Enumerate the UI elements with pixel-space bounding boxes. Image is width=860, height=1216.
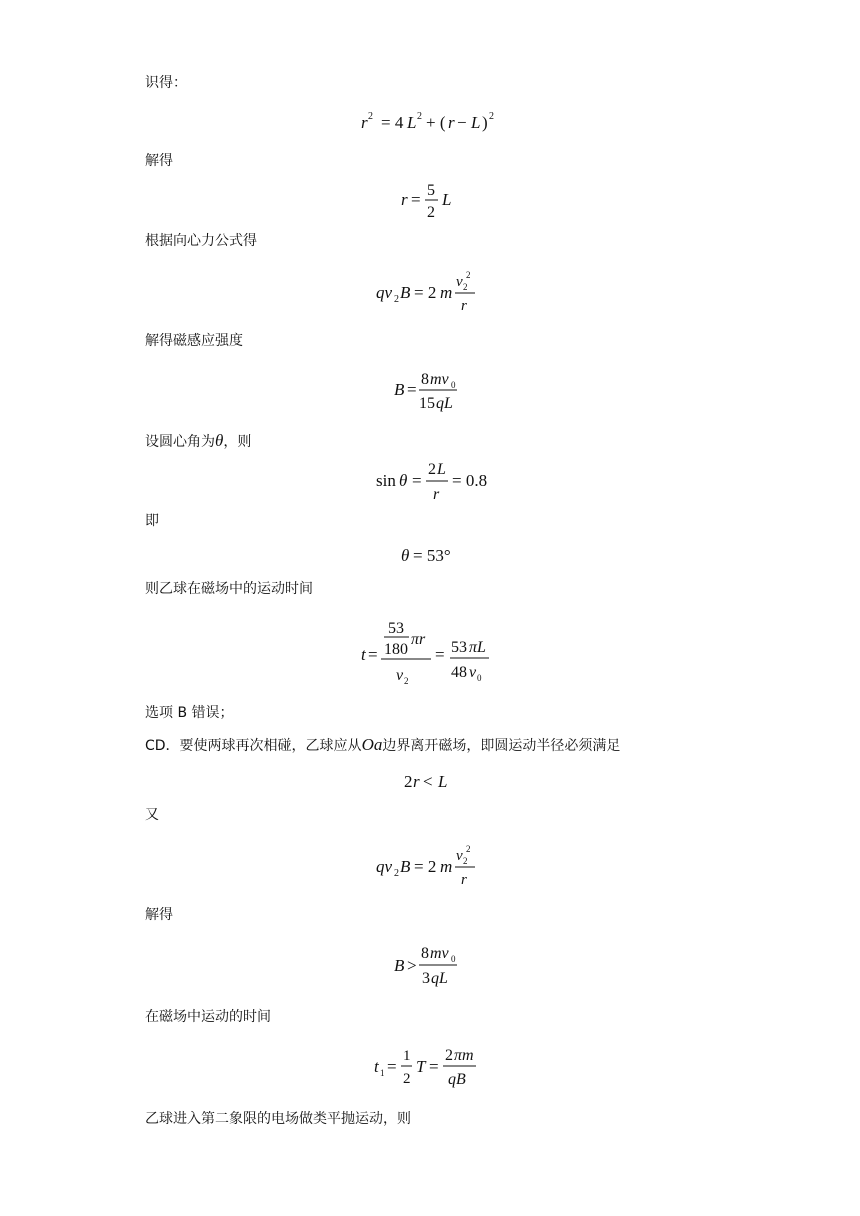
equation-b-value bbox=[0, 366, 860, 420]
text-line: CD．要使两球再次相碰，乙球应从Oa边界离开磁场，即圆运动半径必须满足 bbox=[145, 735, 621, 754]
svg-text:θ: θ bbox=[399, 471, 408, 490]
svg-text:): ) bbox=[482, 113, 488, 132]
equation-inequality-r bbox=[0, 768, 860, 798]
svg-text:T: T bbox=[416, 1057, 426, 1076]
svg-text:=: = bbox=[429, 1057, 439, 1076]
svg-text:1: 1 bbox=[380, 1068, 385, 1078]
svg-text:qL: qL bbox=[431, 970, 448, 987]
svg-text:qv: qv bbox=[376, 857, 393, 876]
svg-text:2: 2 bbox=[404, 772, 413, 791]
svg-text:B: B bbox=[400, 857, 411, 876]
equation-time bbox=[0, 614, 860, 692]
svg-text:2: 2 bbox=[368, 111, 373, 122]
svg-text:180: 180 bbox=[384, 641, 408, 658]
text-line: 选项 B 错误； bbox=[145, 705, 234, 721]
svg-text:B: B bbox=[394, 380, 405, 399]
svg-text:L: L bbox=[471, 113, 481, 132]
equation-centripetal bbox=[0, 266, 860, 320]
svg-text:2: 2 bbox=[466, 844, 471, 854]
text-line: 乙球进入第二象限的电场做类平抛运动，则 bbox=[145, 1111, 411, 1127]
svg-text:= 4: = 4 bbox=[381, 113, 404, 132]
text-line: 又 bbox=[145, 807, 159, 823]
svg-text:= 2: = 2 bbox=[414, 857, 437, 876]
svg-text:2: 2 bbox=[463, 282, 468, 292]
svg-text:r: r bbox=[413, 772, 420, 791]
equation-theta bbox=[0, 542, 860, 572]
text-line: 即 bbox=[145, 513, 159, 529]
svg-text:3: 3 bbox=[422, 970, 430, 987]
svg-text:πL: πL bbox=[469, 639, 486, 656]
svg-text:=: = bbox=[412, 471, 422, 490]
svg-text:<: < bbox=[423, 772, 433, 791]
svg-text:15: 15 bbox=[419, 395, 435, 412]
equation-r-squared bbox=[0, 106, 860, 144]
oa-boundary-symbol: Oa bbox=[361, 735, 383, 754]
svg-text:=: = bbox=[411, 190, 421, 209]
svg-text:mv: mv bbox=[430, 945, 449, 962]
svg-text:r: r bbox=[401, 190, 408, 209]
svg-text:2: 2 bbox=[427, 204, 435, 221]
svg-text:v: v bbox=[456, 848, 463, 864]
text-line: 识得： bbox=[145, 75, 187, 91]
svg-text:2: 2 bbox=[404, 676, 409, 686]
svg-text:2: 2 bbox=[466, 270, 471, 280]
text-line: 在磁场中运动的时间 bbox=[145, 1009, 271, 1025]
svg-text:θ: θ bbox=[401, 546, 410, 565]
equation-t1 bbox=[0, 1042, 860, 1096]
text-line: 解得 bbox=[145, 153, 173, 169]
text-line: 解得磁感应强度 bbox=[145, 333, 243, 349]
svg-text:r: r bbox=[433, 486, 440, 503]
svg-text:L: L bbox=[407, 113, 417, 132]
svg-text:t: t bbox=[361, 645, 366, 664]
text-line: 则乙球在磁场中的运动时间 bbox=[145, 581, 313, 597]
equation-r-value bbox=[0, 178, 860, 228]
svg-text:qB: qB bbox=[448, 1071, 466, 1088]
svg-text:=: = bbox=[368, 645, 378, 664]
svg-text:>: > bbox=[407, 956, 417, 975]
svg-text:πm: πm bbox=[454, 1047, 474, 1064]
svg-text:r: r bbox=[461, 872, 467, 888]
text-line: 设圆心角为θ，则 bbox=[145, 431, 252, 450]
svg-text:πr: πr bbox=[411, 631, 426, 648]
svg-text:48: 48 bbox=[451, 664, 467, 681]
svg-text:L: L bbox=[438, 772, 448, 791]
theta-symbol: θ bbox=[215, 431, 224, 450]
svg-text:2: 2 bbox=[463, 856, 468, 866]
svg-text:−: − bbox=[457, 113, 467, 132]
svg-text:m: m bbox=[440, 857, 453, 876]
svg-text:B: B bbox=[400, 283, 411, 302]
svg-text:=: = bbox=[435, 645, 445, 664]
svg-text:r: r bbox=[361, 113, 368, 132]
svg-text:r: r bbox=[461, 298, 467, 314]
svg-text:=: = bbox=[387, 1057, 397, 1076]
svg-text:2: 2 bbox=[394, 868, 399, 879]
svg-text:5: 5 bbox=[427, 182, 435, 199]
svg-text:+ (: + ( bbox=[426, 113, 446, 132]
svg-text:v: v bbox=[469, 664, 477, 681]
svg-text:2: 2 bbox=[417, 111, 422, 122]
svg-text:2: 2 bbox=[489, 111, 494, 122]
equation-centripetal-2 bbox=[0, 840, 860, 894]
svg-text:m: m bbox=[440, 283, 453, 302]
svg-text:= 53°: = 53° bbox=[413, 546, 451, 565]
svg-text:B: B bbox=[394, 956, 405, 975]
svg-text:8: 8 bbox=[421, 371, 429, 388]
svg-text:0: 0 bbox=[451, 380, 456, 390]
svg-text:53: 53 bbox=[451, 639, 467, 656]
svg-text:v: v bbox=[456, 274, 463, 290]
svg-text:L: L bbox=[442, 190, 452, 209]
svg-text:8: 8 bbox=[421, 945, 429, 962]
svg-text:v: v bbox=[396, 667, 404, 684]
svg-text:L: L bbox=[437, 461, 446, 478]
text-line: 根据向心力公式得 bbox=[145, 233, 257, 249]
equation-sin-theta bbox=[0, 458, 860, 512]
svg-text:r: r bbox=[448, 113, 455, 132]
svg-text:sin: sin bbox=[376, 471, 396, 490]
svg-text:mv: mv bbox=[430, 371, 449, 388]
svg-text:2: 2 bbox=[403, 1071, 411, 1087]
svg-text:=: = bbox=[407, 380, 417, 399]
svg-text:qv: qv bbox=[376, 283, 393, 302]
equation-b-inequality bbox=[0, 940, 860, 994]
svg-text:2: 2 bbox=[394, 294, 399, 305]
svg-text:= 2: = 2 bbox=[414, 283, 437, 302]
svg-text:1: 1 bbox=[403, 1048, 411, 1064]
text-line: 解得 bbox=[145, 907, 173, 923]
svg-text:= 0.8: = 0.8 bbox=[452, 471, 488, 490]
svg-text:0: 0 bbox=[477, 673, 482, 683]
svg-text:0: 0 bbox=[451, 954, 456, 964]
svg-text:t: t bbox=[374, 1057, 379, 1076]
svg-text:qL: qL bbox=[436, 395, 453, 412]
svg-text:2: 2 bbox=[428, 461, 436, 478]
svg-text:53: 53 bbox=[388, 620, 404, 637]
svg-text:2: 2 bbox=[445, 1047, 453, 1064]
